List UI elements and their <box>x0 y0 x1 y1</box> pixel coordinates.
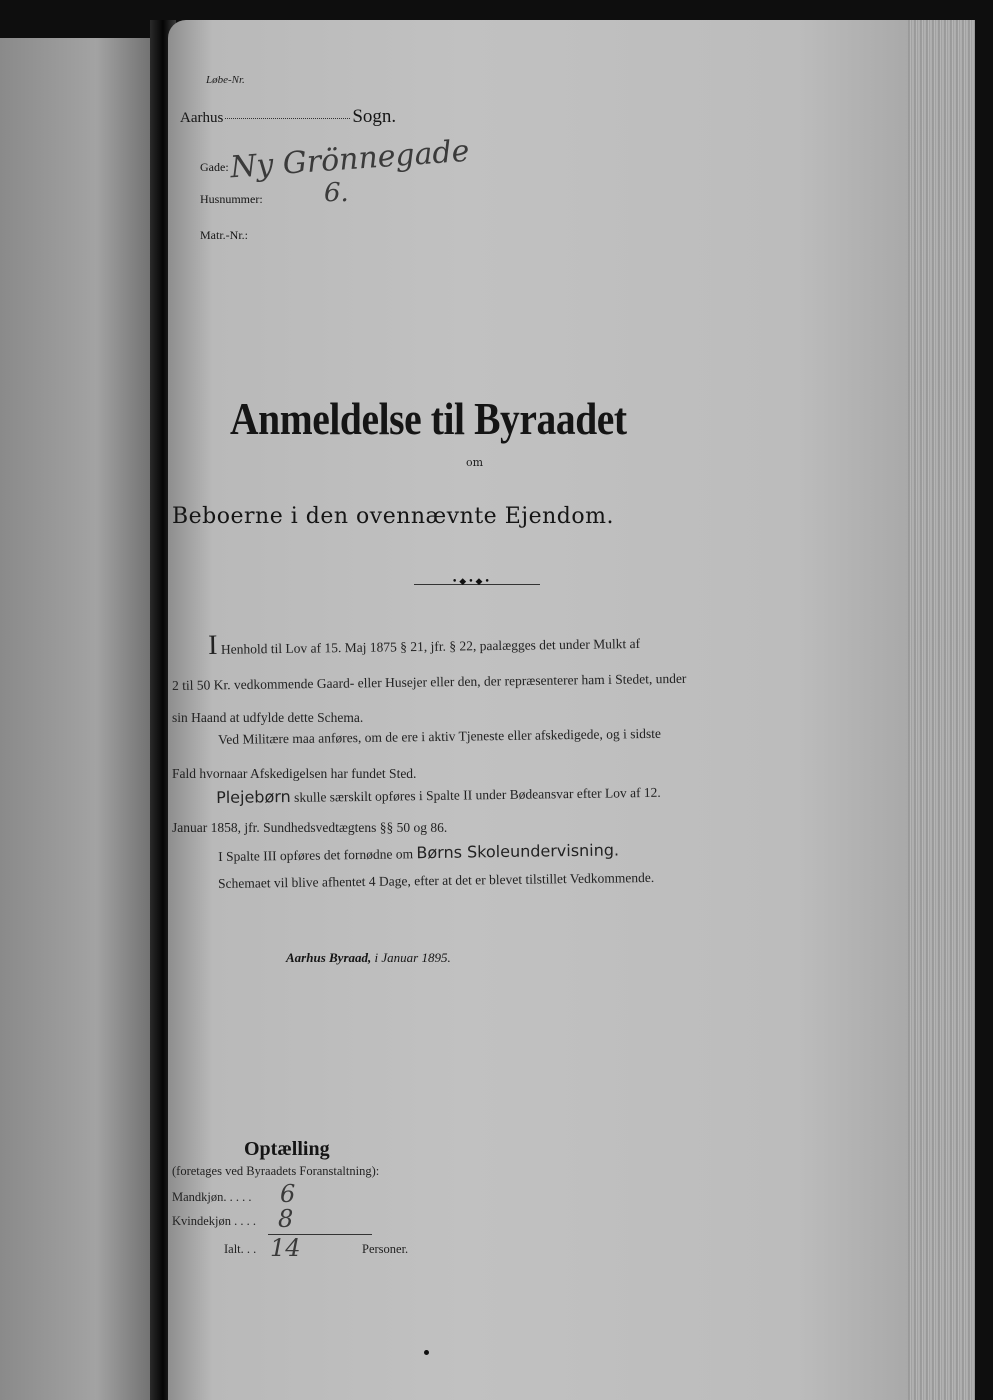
p1-line3: sin Haand at udfylde dette Schema. <box>172 710 364 725</box>
p1-line2: 2 til 50 Kr. vedkommende Gaard- eller Husejer eller den, der repræsenterer ham i Stedet, under <box>172 670 687 693</box>
personer-label: Personer. <box>362 1242 409 1256</box>
document-page <box>168 20 908 1400</box>
p3-rest: skulle særskilt opføres i Spalte II under Bødeansvar efter Lov af 12. <box>294 784 661 805</box>
kvindekjon-label: Kvindekjøn . . . . <box>172 1214 257 1228</box>
p2-line1: Ved Militære maa anføres, om de ere i aktiv Tjeneste eller afskedigede, og i sidste <box>218 725 662 747</box>
p3-big: Plejebørn <box>216 786 291 807</box>
mandkjon-value: 6 <box>280 1180 296 1208</box>
p2-line2: Fald hvornaar Afskedigelsen har fundet Sted. <box>172 766 417 781</box>
sogn-line <box>180 106 396 128</box>
document-title: Anmeldelse til Byraadet <box>230 393 627 444</box>
sogn-prefix: Aarhus <box>180 110 224 126</box>
left-page <box>0 38 160 1400</box>
p4-start: I Spalte III opføres det fornødne om <box>218 846 414 864</box>
husnummer-value: 6. <box>324 178 349 208</box>
ialt-value: 14 <box>270 1234 301 1262</box>
p3-line1 <box>216 782 661 807</box>
gade-value: Ny Grönnegade <box>229 133 471 186</box>
signature-date: i Januar 1895. <box>374 950 451 965</box>
page-edges <box>905 20 975 1400</box>
p3-line2: Januar 1858, jfr. Sundhedsvedtægtens §§ 50 og 86. <box>172 820 448 835</box>
signature-place: Aarhus Byraad, <box>286 950 372 965</box>
sogn-dots <box>225 117 350 119</box>
count-subheading: (foretages ved Byraadets Foranstaltning): <box>172 1164 380 1178</box>
p1-line1: Henhold til Lov af 15. Maj 1875 § 21, jfr. § 22, paalægges det under Mulkt af <box>220 635 641 657</box>
sogn-label: Sogn. <box>352 106 397 127</box>
count-heading: Optælling <box>244 1138 330 1160</box>
p4-big: Børns Skoleundervisning. <box>416 840 620 863</box>
paragraph-initial: I <box>207 629 218 661</box>
ornament-dots: •◆•◆• <box>452 577 492 587</box>
lobe-nr-label: Løbe-Nr. <box>206 74 245 86</box>
husnummer-label: Husnummer: <box>200 192 263 206</box>
signature-line <box>286 950 451 966</box>
p5-line1: Schemaet vil blive afhentet 4 Dage, efter at det er blevet tilstillet Vedkommende. <box>218 869 655 891</box>
binding-tack <box>424 1350 429 1355</box>
paragraph-1 <box>208 626 640 660</box>
gade-label: Gade: <box>200 160 229 174</box>
mandkjon-label: Mandkjøn. . . . . <box>172 1190 252 1204</box>
matr-label: Matr.-Nr.: <box>200 228 248 242</box>
ialt-label: Ialt. . . <box>224 1242 257 1256</box>
kvindekjon-value: 8 <box>278 1205 294 1233</box>
title-connector: om <box>466 456 484 469</box>
document-subtitle: Beboerne i den ovennævnte Ejendom. <box>172 504 614 529</box>
p4-line1 <box>218 840 619 865</box>
